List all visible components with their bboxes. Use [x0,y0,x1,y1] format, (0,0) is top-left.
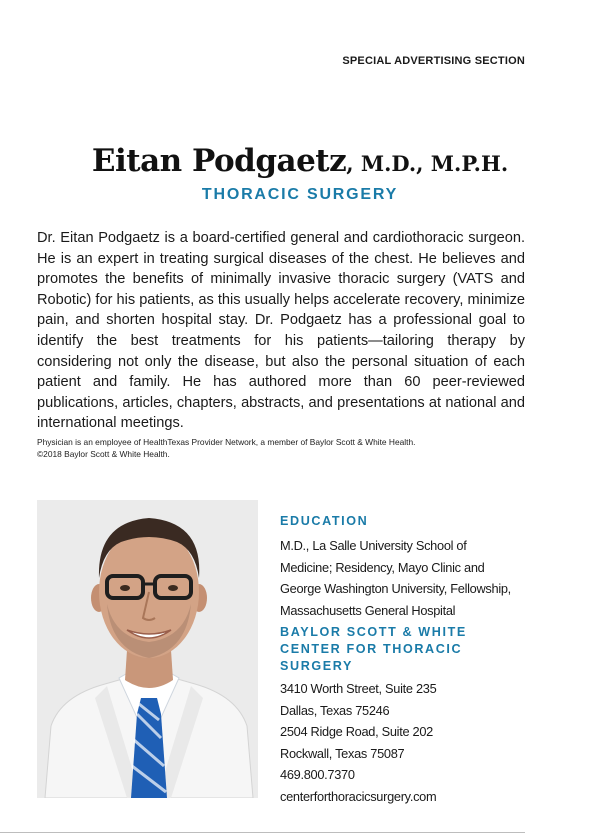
address-line: 2504 Ridge Road, Suite 202 [280,724,433,740]
phone-number: 469.800.7370 [280,767,355,783]
physician-photo [37,500,258,798]
disclaimer [37,437,537,460]
education-line: Medicine; Residency, Mayo Clinic and [280,559,485,575]
website: centerforthoracicsurgery.com [280,788,437,804]
bio-paragraph: Dr. Eitan Podgaetz is a board-certified general and cardiothoracic surgeon. He is an expert in treating surgical diseases of the chest. He believes and promotes the benefits of minimally invasive thoracic surgery (VATS and Robotic) for his patients, as this usually helps accelerate recovery, minimize pain, and shorten hospital stay. Dr. Podgaetz has a professional goal to identify the best treatments for his patients—tailoring therapy by considering not only the disease, but also the personal situation of each patient and family. He has authored more than 60 peer-reviewed publications, articles, chapters, abstracts, and presentations at national and international meetings. [37,230,526,432]
physician-name-heading [0,143,600,179]
specialty-title: THORACIC SURGERY [201,186,399,203]
physician-portrait-illustration [37,500,258,798]
education-line: George Washington University, Fellowship, [280,581,511,597]
center-section [280,624,540,808]
physician-credentials: , M.D., M.P.H. [346,151,509,176]
advertising-label: SPECIAL ADVERTISING SECTION [342,55,525,67]
address-line: 3410 Worth Street, Suite 235 [280,681,437,696]
address-line: Dallas, Texas 75246 [280,702,390,718]
education-details [280,535,540,621]
center-heading-line: CENTER FOR THORACIC [280,642,463,656]
physician-name: Eitan Podgaetz [91,143,347,179]
center-heading-line: SURGERY [280,659,354,673]
education-line: Massachusetts General Hospital [280,602,456,618]
disclaimer-employment: Physician is an employee of HealthTexas Provider Network, a member of Baylor Scott & White Health. [37,437,416,447]
disclaimer-copyright: ©2018 Baylor Scott & White Health. [37,448,170,459]
education-line: M.D., La Salle University School of [280,538,467,553]
center-heading [280,624,540,675]
education-section [280,513,540,621]
address-line: Rockwall, Texas 75087 [280,745,405,761]
education-heading: EDUCATION [280,514,369,528]
bottom-divider [0,832,525,833]
center-heading-line: BAYLOR SCOTT & WHITE [280,625,467,639]
center-contact [280,678,540,808]
